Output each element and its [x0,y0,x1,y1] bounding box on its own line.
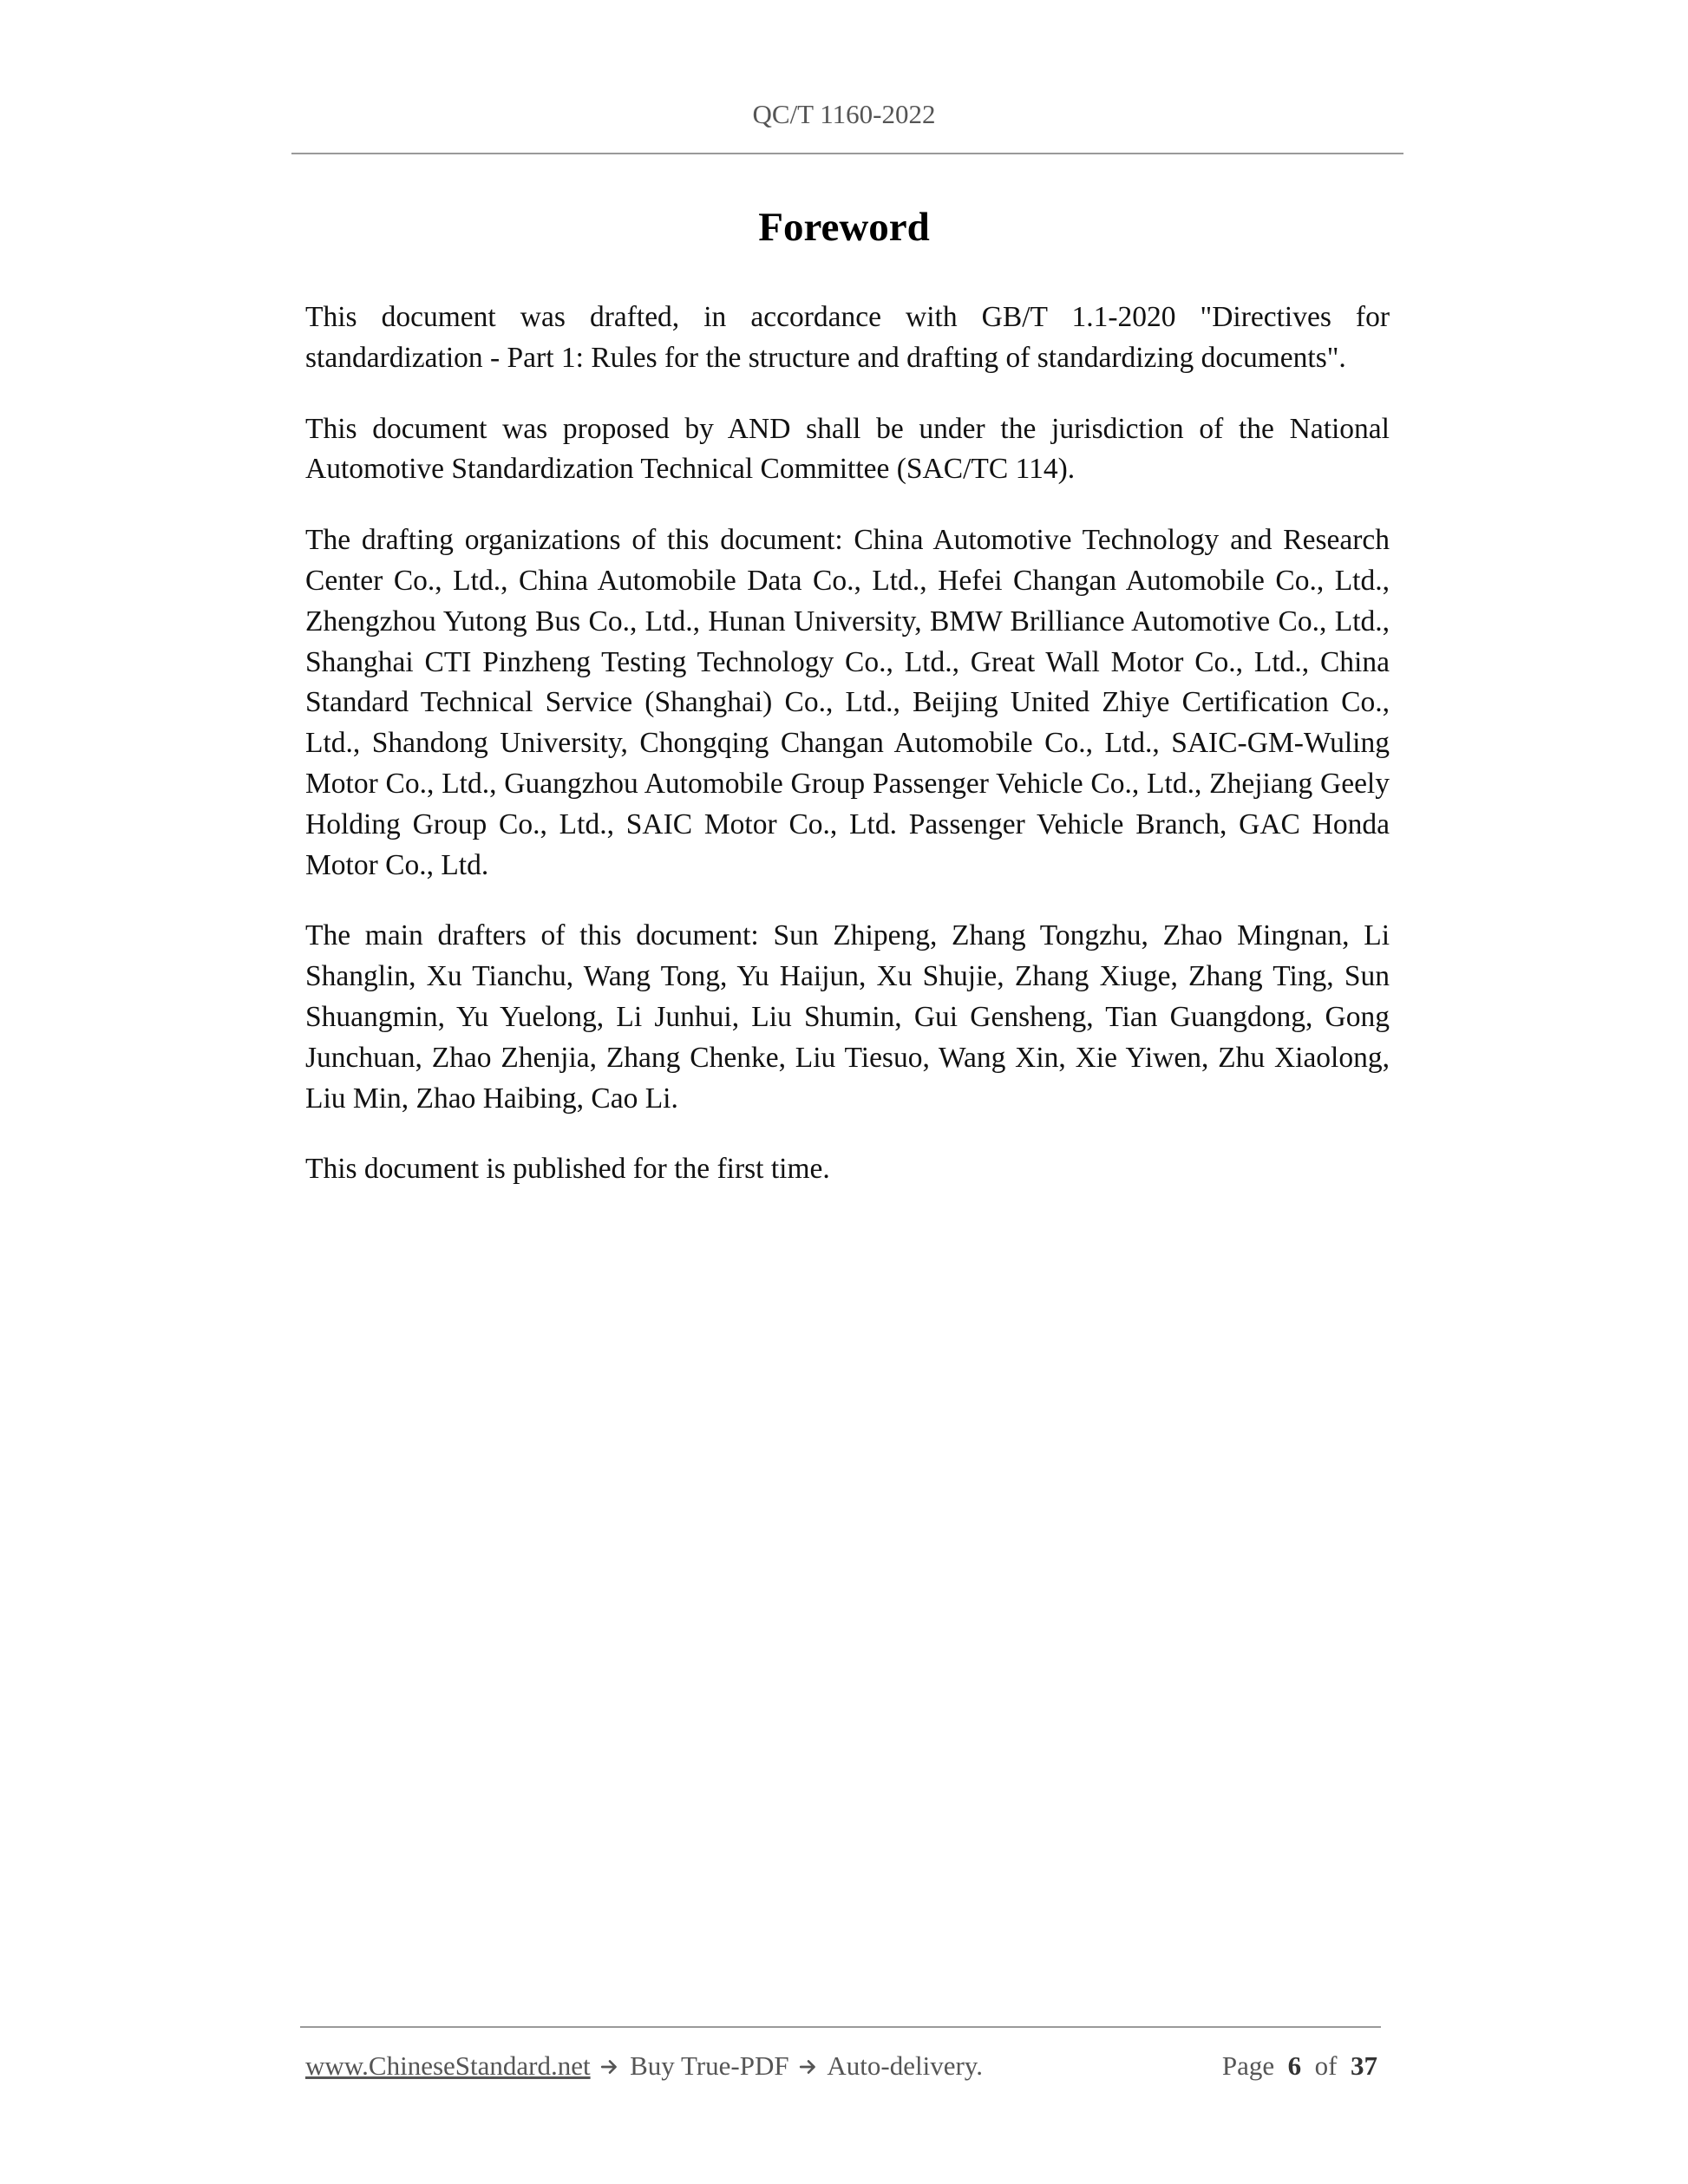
footer-divider [300,2026,1381,2028]
page-total: 37 [1351,2050,1377,2081]
page-current: 6 [1287,2050,1302,2081]
buy-true-pdf-text: Buy True-PDF [630,2050,789,2081]
foreword-body [305,298,1390,1220]
page-title: Foreword [758,205,930,250]
paragraph-first-publication: This document is published for the first time. [305,1153,830,1186]
arrow-right-icon [600,2057,619,2076]
paragraph-main-drafters: The main drafters of this document: Sun Zhipeng, Zhang Tongzhu, Zhao Mingnan, Li Shanglin, Xu Tianchu, Wang Tong, Yu Haijun, Xu Shujie, Zhang Xiuge, Zhang Ting, Sun Shuangmin, Yu Yuelong, Li Junhui, Liu Shumin, Gui Gensheng, Tian Guangdong, Gong Junchuan, Zhao Zhenjia, Zhang Chenke, Liu Tiesuo, Wang Xin, Xie Yiwen, Zhu Xiaolong, Liu Min, Zhao Haibing, Cao Li. [305,919,1390,1115]
header-divider [291,153,1403,154]
of-label: of [1314,2050,1338,2081]
chinesestandard-link[interactable]: www.ChineseStandard.net [305,2050,591,2081]
paragraph-drafting-organizations: The drafting organizations of this document: China Automotive Technology and Research Center Co., Ltd., China Automobile Data Co., Ltd., Hefei Changan Automobile Co., Ltd., Zhengzhou Yutong Bus Co., Ltd., Hunan University, BMW Brilliance Automotive Co., Ltd., Shanghai CTI Pinzheng Testing Technology Co., Ltd., Great Wall Motor Co., Ltd., China Standard Technical Service (Shanghai) Co., Ltd., Beijing United Zhiye Certification Co., Ltd., Shandong University, Chongqing Changan Automobile Co., Ltd., SAIC-GM-Wuling Motor Co., Ltd., Guangzhou Automobile Group Passenger Vehicle Co., Ltd., Zhejiang Geely Holding Group Co., Ltd., SAIC Motor Co., Ltd. Passenger Vehicle Branch, GAC Honda Motor Co., Ltd. [305,524,1390,881]
footer-promo [305,2049,983,2083]
paragraph-jurisdiction: This document was proposed by AND shall be under the jurisdiction of the National Automotive Standardization Technical Committee (SAC/TC 114). [305,412,1390,486]
paragraph-drafting-rules: This document was drafted, in accordance with GB/T 1.1-2020 "Directives for standardization - Part 1: Rules for the structure and drafting of standardizing documents". [305,301,1390,374]
header-doc-code: QC/T 1160-2022 [752,99,936,129]
auto-delivery-text: Auto-delivery. [827,2050,984,2081]
arrow-right-icon [799,2057,818,2076]
page-label: Page [1221,2050,1275,2081]
page-indicator [1222,2049,1377,2083]
